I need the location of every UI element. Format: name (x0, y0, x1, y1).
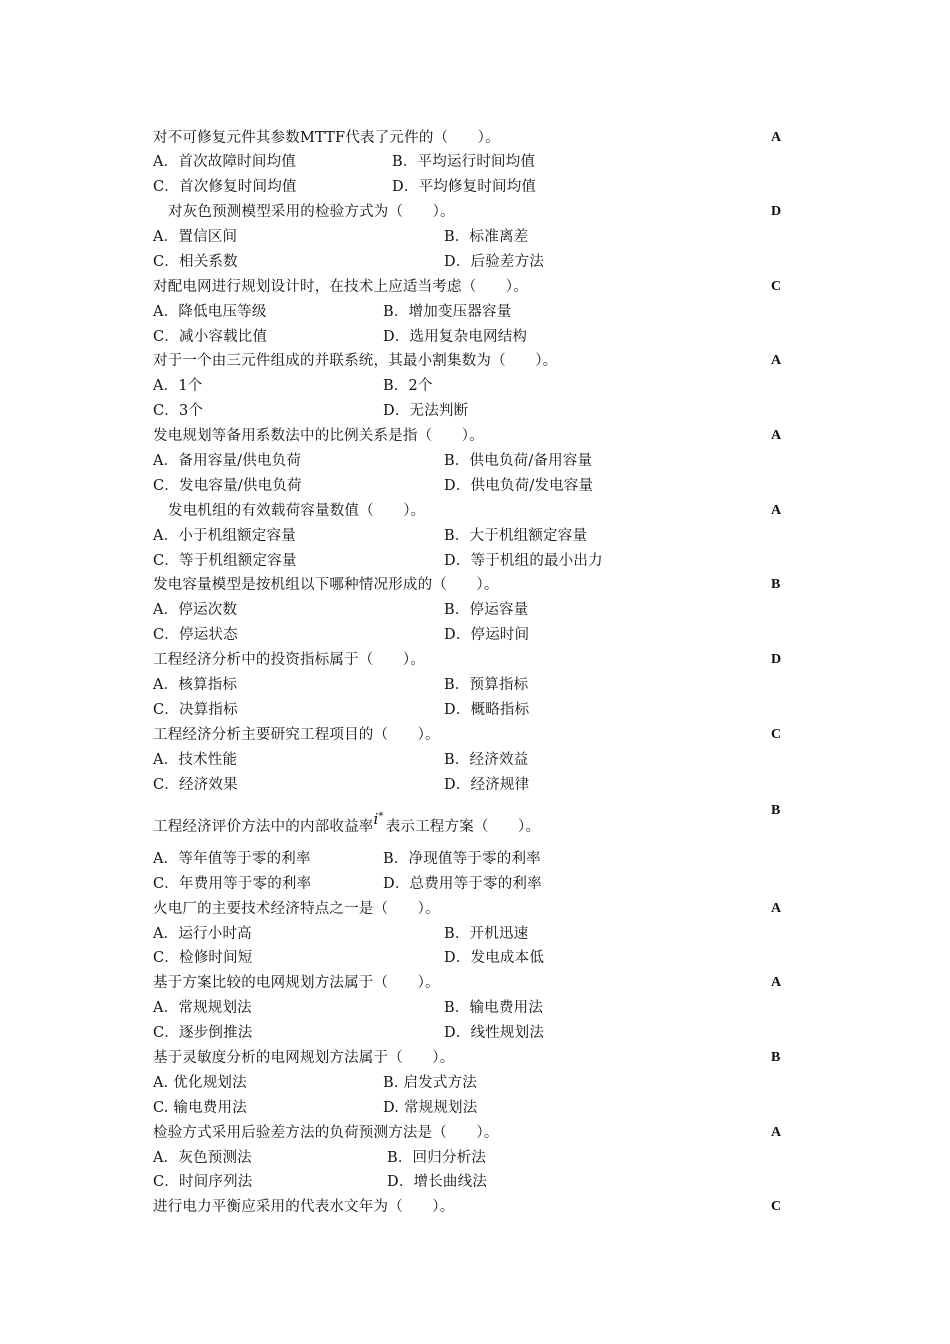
option-a: A．停运次数 (153, 602, 238, 618)
question-stem: 对灰色预测模型采用的检验方式为（ ）。 (168, 204, 455, 220)
option-a: A．1个 (153, 378, 203, 394)
option-b: B．回归分析法 (387, 1150, 487, 1166)
option-d: D．概略指标 (444, 702, 530, 718)
answer-key: B (771, 803, 781, 818)
question-stem: 火电厂的主要技术经济特点之一是（ ）。 (153, 901, 440, 917)
irr-superscript: * (378, 811, 384, 822)
question-stem: 进行电力平衡应采用的代表水文年为（ ）。 (153, 1199, 455, 1215)
option-a: A．技术性能 (153, 752, 238, 768)
option-c: C．停运状态 (153, 627, 238, 643)
stem-text: 工程经济评价方法中的内部收益率 (153, 819, 374, 835)
answer-key: A (771, 130, 782, 145)
option-d: D．平均修复时间均值 (392, 179, 537, 195)
option-c: C．等于机组额定容量 (153, 553, 297, 569)
answer-key: A (771, 975, 782, 990)
option-d: D．发电成本低 (444, 950, 545, 966)
question-stem: 检验方式采用后验差方法的负荷预测方法是（ ）。 (153, 1125, 499, 1141)
option-a: A．降低电压等级 (153, 304, 267, 320)
option-a: A. 优化规划法 (153, 1075, 247, 1091)
option-d: D．无法判断 (383, 403, 469, 419)
option-a: A．灰色预测法 (153, 1150, 252, 1166)
question-stem: 基于方案比较的电网规划方法属于（ ）。 (153, 975, 440, 991)
option-b: B．预算指标 (444, 677, 529, 693)
option-c: C．逐步倒推法 (153, 1025, 253, 1041)
option-d: D．等于机组的最小出力 (444, 553, 603, 569)
question-stem: 对配电网进行规划设计时，在技术上应适当考虑（ ）。 (153, 279, 528, 295)
option-c: C．决算指标 (153, 702, 238, 718)
option-c: C．减小容载比值 (153, 329, 268, 345)
option-d: D．线性规划法 (444, 1025, 545, 1041)
answer-key: C (771, 279, 782, 294)
option-b: B．供电负荷/备用容量 (444, 453, 593, 469)
option-d: D．后验差方法 (444, 254, 545, 270)
option-c: C. 输电费用法 (153, 1100, 247, 1116)
option-b: B．2个 (383, 378, 433, 394)
option-b: B．平均运行时间均值 (392, 154, 536, 170)
question-stem: 发电机组的有效载荷容量数值（ ）。 (168, 503, 426, 519)
option-b: B．大于机组额定容量 (444, 528, 588, 544)
answer-key: C (771, 1199, 782, 1214)
answer-key: A (771, 428, 782, 443)
option-a: A．等年值等于零的利率 (153, 851, 311, 867)
option-a: A．核算指标 (153, 677, 238, 693)
question-stem: 发电容量模型是按机组以下哪种情况形成的（ ）。 (153, 577, 499, 593)
option-b: B．标准离差 (444, 229, 529, 245)
question-stem: 发电规划等备用系数法中的比例关系是指（ ）。 (153, 428, 484, 444)
answer-key: A (771, 901, 782, 916)
option-d: D．经济规律 (444, 777, 530, 793)
option-d: D．停运时间 (444, 627, 530, 643)
answer-key: A (771, 353, 782, 368)
option-a: A．首次故障时间均值 (153, 154, 296, 170)
option-d: D. 常规规划法 (383, 1100, 478, 1116)
question-stem (153, 810, 541, 836)
answer-key: B (771, 577, 781, 592)
option-a: A．备用容量/供电负荷 (153, 453, 302, 469)
option-a: A．置信区间 (153, 229, 238, 245)
answer-key: D (771, 204, 782, 219)
option-c: C．3个 (153, 403, 204, 419)
option-c: C．年费用等于零的利率 (153, 876, 312, 892)
option-d: D．增长曲线法 (387, 1174, 488, 1190)
answer-key: B (771, 1050, 781, 1065)
option-a: A．小于机组额定容量 (153, 528, 296, 544)
answer-key: C (771, 727, 782, 742)
option-c: C．经济效果 (153, 777, 238, 793)
option-d: D．选用复杂电网结构 (383, 329, 528, 345)
question-stem: 对不可修复元件其参数MTTF代表了元件的（ ）。 (153, 130, 500, 146)
option-b: B．停运容量 (444, 602, 529, 618)
question-stem: 工程经济分析中的投资指标属于（ ）。 (153, 652, 426, 668)
question-stem: 工程经济分析主要研究工程项目的（ ）。 (153, 727, 440, 743)
option-a: A．常规规划法 (153, 1000, 252, 1016)
stem-text: 表示工程方案（ ）。 (385, 819, 541, 835)
option-b: B．输电费用法 (444, 1000, 544, 1016)
option-a: A．运行小时高 (153, 926, 252, 942)
option-d: D．总费用等于零的利率 (383, 876, 542, 892)
option-b: B. 启发式方法 (383, 1075, 477, 1091)
option-c: C．首次修复时间均值 (153, 179, 297, 195)
answer-key: A (771, 503, 782, 518)
option-d: D．供电负荷/发电容量 (444, 478, 594, 494)
option-c: C．相关系数 (153, 254, 238, 270)
option-b: B．经济效益 (444, 752, 529, 768)
question-stem: 基于灵敏度分析的电网规划方法属于（ ）。 (153, 1050, 455, 1066)
answer-key: D (771, 652, 782, 667)
option-b: B．开机迅速 (444, 926, 529, 942)
answer-key: A (771, 1125, 782, 1140)
option-b: B．增加变压器容量 (383, 304, 512, 320)
option-c: C．时间序列法 (153, 1174, 253, 1190)
question-stem: 对于一个由三元件组成的并联系统，其最小割集数为（ ）。 (153, 353, 558, 369)
option-b: B．净现值等于零的利率 (383, 851, 541, 867)
option-c: C．发电容量/供电负荷 (153, 478, 302, 494)
option-c: C．检修时间短 (153, 950, 253, 966)
irr-symbol: i (373, 810, 379, 828)
